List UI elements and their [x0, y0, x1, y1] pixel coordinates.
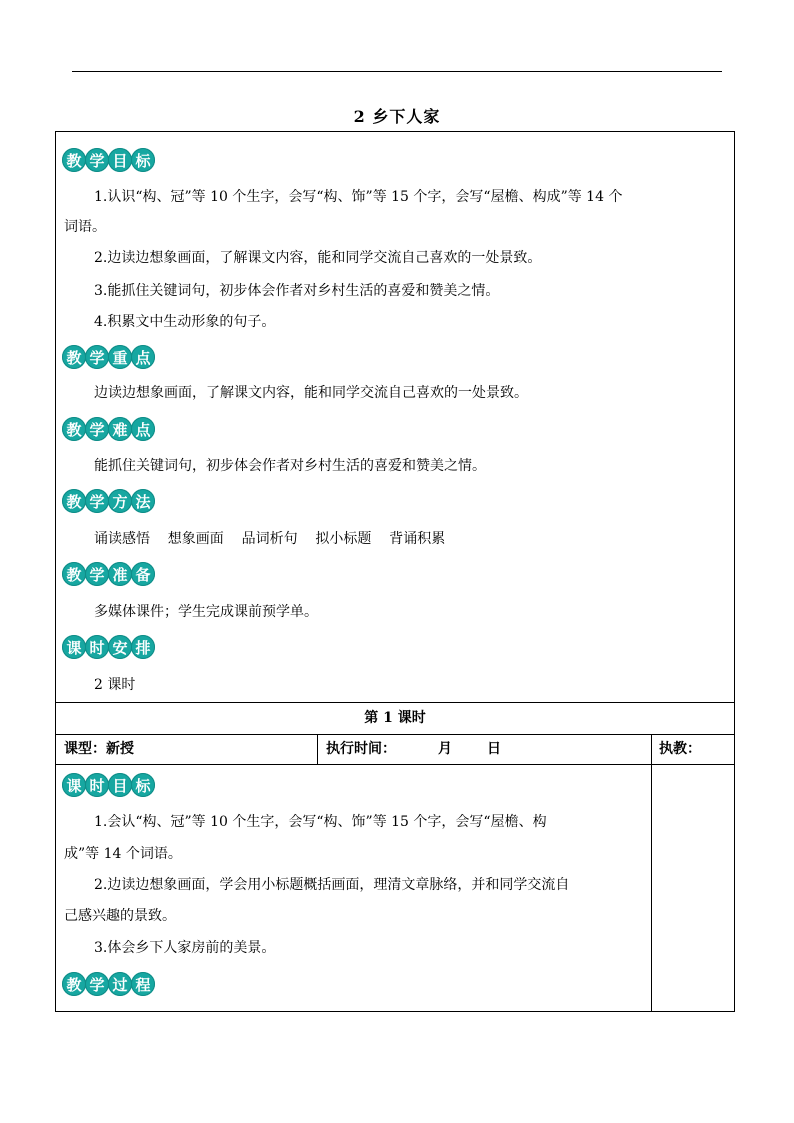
badge-char: 学 [85, 562, 109, 586]
badge-char: 标 [131, 148, 155, 172]
lesson-header: 第 1 课时 [364, 710, 426, 726]
badge-char: 点 [131, 345, 155, 369]
execution-month: 月 [438, 741, 452, 757]
badge-methods [62, 489, 154, 513]
lesson-plan-table [55, 131, 735, 1012]
preparation-text: 多媒体课件；学生完成课前预学单。 [94, 604, 318, 620]
lesson-goal-2-cont: 己感兴趣的景致。 [64, 908, 176, 924]
execution-day: 日 [487, 741, 501, 757]
badge-char: 时 [85, 635, 109, 659]
lesson-goal-3: 3.体会乡下人家房前的美景。 [94, 940, 276, 956]
goal-1: 1.认识“构、冠”等 10 个生字，会写“构、饰”等 15 个字，会写“屋檐、构成”等 14 个 [94, 189, 623, 205]
badge-char: 教 [62, 972, 86, 996]
schedule-text: 2 课时 [94, 677, 136, 693]
badge-char: 法 [131, 489, 155, 513]
badge-char: 课 [62, 635, 86, 659]
badge-char: 课 [62, 773, 86, 797]
badge-difficulties [62, 417, 154, 441]
badge-char: 过 [108, 972, 132, 996]
lesson-goal-1-cont: 成”等 14 个词语。 [64, 846, 182, 862]
badge-char: 点 [131, 417, 155, 441]
badge-char: 标 [131, 773, 155, 797]
header-rule [72, 71, 722, 72]
goal-1-cont: 词语。 [64, 219, 106, 235]
badge-char: 教 [62, 417, 86, 441]
goal-3: 3.能抓住关键词句，初步体会作者对乡村生活的喜爱和赞美之情。 [94, 283, 500, 299]
row-divider [56, 702, 734, 703]
badge-char: 时 [85, 773, 109, 797]
goal-2: 2.边读边想象画面，了解课文内容，能和同学交流自己喜欢的一处景致。 [94, 250, 542, 266]
badge-char: 学 [85, 345, 109, 369]
methods-text: 诵读感悟 想象画面 品词析句 拟小标题 背诵积累 [94, 531, 446, 547]
badge-char: 方 [108, 489, 132, 513]
goal-4: 4.积累文中生动形象的句子。 [94, 314, 276, 330]
badge-schedule [62, 635, 154, 659]
badge-char: 程 [131, 972, 155, 996]
key-points-text: 边读边想象画面，了解课文内容，能和同学交流自己喜欢的一处景致。 [94, 385, 528, 401]
badge-preparation [62, 562, 154, 586]
badge-char: 学 [85, 417, 109, 441]
badge-char: 学 [85, 489, 109, 513]
badge-char: 重 [108, 345, 132, 369]
col-divider [651, 734, 652, 1011]
badge-char: 教 [62, 489, 86, 513]
lesson-type: 课型：新授 [64, 741, 134, 757]
badge-teaching-process [62, 972, 154, 996]
badge-teaching-goals [62, 148, 154, 172]
badge-char: 教 [62, 345, 86, 369]
badge-key-points [62, 345, 154, 369]
teacher-label: 执教： [659, 741, 701, 757]
badge-char: 学 [85, 972, 109, 996]
badge-char: 难 [108, 417, 132, 441]
badge-char: 教 [62, 148, 86, 172]
badge-char: 教 [62, 562, 86, 586]
execution-time-label: 执行时间： [326, 741, 396, 757]
badge-char: 安 [108, 635, 132, 659]
badge-char: 准 [108, 562, 132, 586]
badge-lesson-goals [62, 773, 154, 797]
difficulties-text: 能抓住关键词句，初步体会作者对乡村生活的喜爱和赞美之情。 [94, 458, 486, 474]
badge-char: 目 [108, 773, 132, 797]
lesson-goal-1: 1.会认“构、冠”等 10 个生字，会写“构、饰”等 15 个字，会写“屋檐、构 [94, 814, 547, 830]
col-divider [317, 734, 318, 764]
badge-char: 备 [131, 562, 155, 586]
badge-char: 排 [131, 635, 155, 659]
badge-char: 学 [85, 148, 109, 172]
document-title: 2 乡下人家 [353, 107, 441, 126]
lesson-goal-2: 2.边读边想象画面，学会用小标题概括画面，理清文章脉络，并和同学交流自 [94, 877, 570, 893]
badge-char: 目 [108, 148, 132, 172]
row-divider [56, 764, 734, 765]
